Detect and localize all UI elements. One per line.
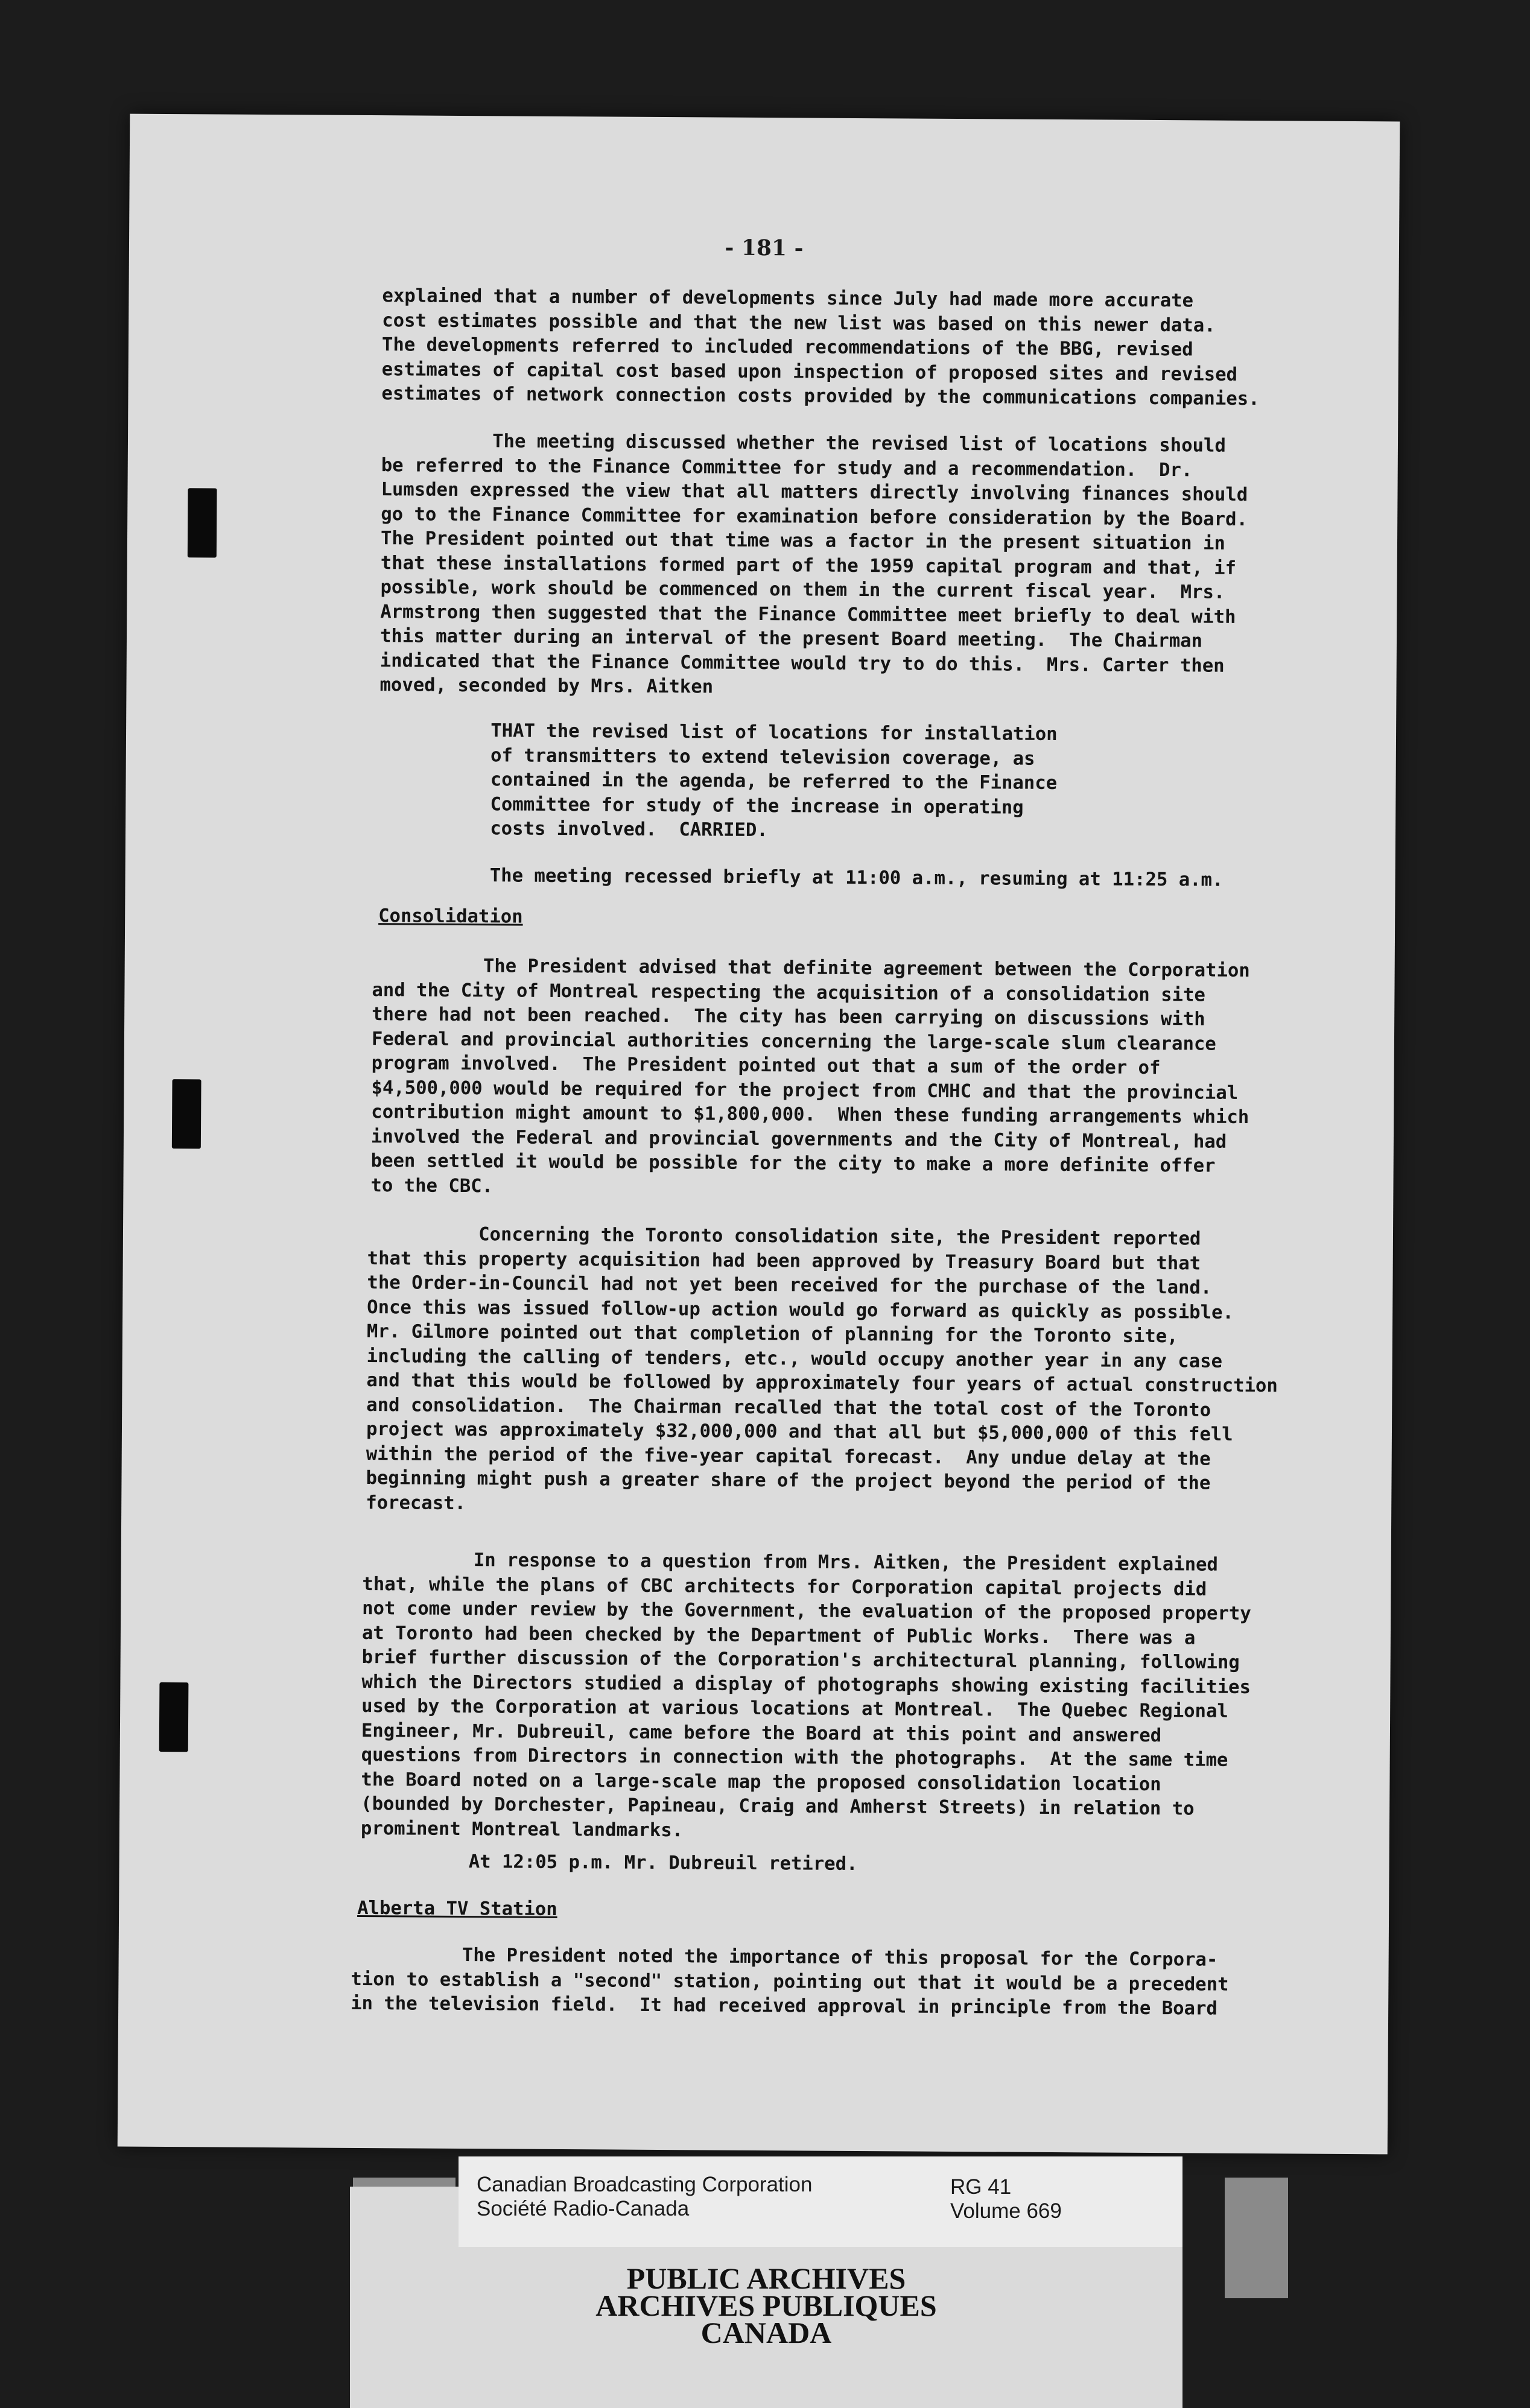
paragraph-montreal-site: The President advised that definite agreement between the Corporation and the City of Montreal respecting the acquisition of a consolidation site there had not been reached. The city has been carrying on discussions with Federal and provincial authorities concerning the large-scale slum clearance program involved. The President pointed out that a sum of the order of $4,500,000 would be required for the project from CMHC and that the provincial contribution might amount to $1,800,000. When these funding arrangements which involved the Federal and provincial governments and the City of Montreal, had been settled it would be possible for the city to make a more definite offer to the CBC. [370, 955, 1250, 1197]
label-org-en: Canadian Broadcasting Corporation [477, 2173, 813, 2196]
label-side-right [1225, 2178, 1288, 2298]
label-record-group: RG 41 [950, 2175, 1012, 2199]
resolution-text: THAT the revised list of locations for installation of transmitters to extend television coverage, as contained in the agenda, be referred to the Finance Committee for study of the increase in operating costs involved. CARRIED. [378, 720, 1058, 841]
section-heading-alberta: Alberta TV Station [357, 1897, 557, 1920]
label-org-fr: Société Radio-Canada [477, 2197, 690, 2220]
punch-hole [188, 488, 217, 557]
paragraph-architects: In response to a question from Mrs. Aitken, the President explained that, while the plans of CBC architects for Corporation capital projects did not come under review by the Government, the evaluation of the proposed property at Toronto had been checked by the Department of Public Works. There was a brief further discussion of the Corporation's architectural planning, following which the Directors studied a display of photographs showing existing facilities used by the Corporation at various locations at Montreal. The Quebec Regional Engineer, Mr. Dubreuil, came before the Board at this point and answered questions from Directors in connection with the photographs. At the same time the Board noted on a large-scale map the proposed consolidation location (bounded by Dorchester, Papineau, Craig and Amherst Streets) in relation to prominent Montreal landmarks. [360, 1549, 1251, 1841]
paragraph-alberta-station: The President noted the importance of this proposal for the Corpora- tion to establish a "second" station, pointing out that it would be a precedent in the television field. It had received approval in principle from the Board [351, 1944, 1229, 2020]
stamp-line-archives-publiques: ARCHIVES PUBLIQUES [595, 2289, 937, 2322]
paragraph-cost-estimates: explained that a number of developments since July had made more accurate cost estimates possible and that the new list was based on this newer data. The developments referred to included recommendations of the BBG, revised estimates of capital cost based upon inspection of proposed sites and revised estimates of network connection costs provided by the communications companies. [381, 285, 1260, 410]
stamp-line-canada: CANADA [700, 2316, 832, 2349]
paragraph-dubreuil-retired: At 12:05 p.m. Mr. Dubreuil retired. [357, 1850, 858, 1875]
paragraph-meeting-discussion: The meeting discussed whether the revised list of locations should be referred to the Finance Committee for study and a recommendation. Dr. Lumsden expressed the view that all matters directly involving finances should go to the Finance Committee for examination before consideration by the Board. The President pointed out that time was a factor in the present situation in that these installations formed part of the 1959 capital program and that, if possible, work should be commenced on them in the current fiscal year. Mrs. Armstrong then suggested that the Finance Committee meet briefly to deal with this matter during an interval of the present Board meeting. The Chairman indicated that the Finance Committee would try to do this. Mrs. Carter then moved, seconded by Mrs. Aitken [379, 430, 1248, 698]
label-volume: Volume 669 [950, 2199, 1062, 2223]
page-number: - 181 - [725, 235, 804, 261]
section-heading-consolidation: Consolidation [378, 905, 523, 928]
stamp-line-public-archives: PUBLIC ARCHIVES [626, 2261, 906, 2295]
document-page [118, 114, 1400, 2155]
paragraph-recess: The meeting recessed briefly at 11:00 a.m., resuming at 11:25 a.m. [378, 864, 1224, 891]
punch-hole [172, 1079, 202, 1149]
paragraph-toronto-site: Concerning the Toronto consolidation site, the President reported that this property acquisition had been approved by Treasury Board but that the Order-in-Council had not yet been received for the purchase of the land. Once this was issued follow-up action would go forward as quickly as possible. Mr. Gilmore pointed out that completion of planning for the Toronto site, including the calling of tenders, etc., would occupy another year in any case and that this would be followed by approximately four years of actual construction and consolidation. The Chairman recalled that the total cost of the Toronto project was approximately $32,000,000 and that all but $5,000,000 of this fell within the period of the five-year capital forecast. Any undue delay at the beginning might push a greater share of the project beyond the period of the forecast. [366, 1223, 1278, 1514]
punch-hole [159, 1682, 189, 1752]
